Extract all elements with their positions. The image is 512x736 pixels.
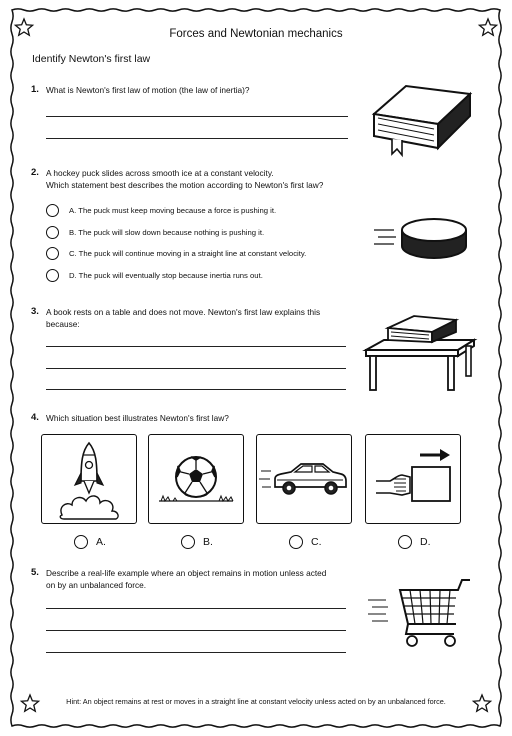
radio-button[interactable] bbox=[46, 247, 59, 260]
answer-line[interactable] bbox=[46, 652, 346, 653]
choice-option-b[interactable] bbox=[181, 535, 213, 549]
question-number: 1. bbox=[31, 84, 39, 95]
answer-line[interactable] bbox=[46, 346, 346, 347]
option-text: A. The puck must keep moving because a force is pushing it. bbox=[69, 205, 277, 215]
radio-button[interactable] bbox=[181, 535, 195, 549]
question-text: A hockey puck slides across smooth ice at a constant velocity. bbox=[46, 168, 274, 178]
question-number: 3. bbox=[31, 306, 39, 317]
radio-button[interactable] bbox=[74, 535, 88, 549]
choice-option-c[interactable] bbox=[289, 535, 322, 549]
choice-label: A. bbox=[96, 536, 106, 548]
question-number: 5. bbox=[31, 567, 39, 578]
radio-button[interactable] bbox=[46, 204, 59, 217]
question-number: 2. bbox=[31, 167, 39, 178]
choice-option-d[interactable] bbox=[398, 535, 431, 549]
question-text: Describe a real-life example where an object remains in motion unless acted bbox=[46, 568, 327, 578]
choice-card-a[interactable] bbox=[41, 434, 137, 524]
radio-button[interactable] bbox=[46, 269, 59, 282]
answer-line[interactable] bbox=[46, 630, 346, 631]
question-text: What is Newton's first law of motion (the law of inertia)? bbox=[46, 85, 250, 95]
choice-card-b[interactable] bbox=[148, 434, 244, 524]
option-c[interactable] bbox=[46, 245, 306, 261]
shopping-cart-icon bbox=[366, 576, 478, 650]
book-icon bbox=[366, 80, 478, 160]
soccer-ball-icon bbox=[149, 435, 243, 523]
question-text: Which situation best illustrates Newton's first law? bbox=[46, 413, 229, 423]
option-d[interactable] bbox=[46, 267, 263, 283]
question-text: because: bbox=[46, 319, 80, 329]
question-text: on by an unbalanced force. bbox=[46, 580, 147, 590]
choice-option-a[interactable] bbox=[74, 535, 106, 549]
option-text: D. The puck will eventually stop because inertia runs out. bbox=[69, 270, 263, 280]
option-text: B. The puck will slow down because nothing is pushing it. bbox=[69, 227, 265, 237]
book-on-table-icon bbox=[362, 310, 478, 394]
answer-line[interactable] bbox=[46, 116, 348, 117]
choice-card-d[interactable] bbox=[365, 434, 461, 524]
car-icon bbox=[257, 435, 351, 523]
answer-line[interactable] bbox=[46, 608, 346, 609]
choice-card-c[interactable] bbox=[256, 434, 352, 524]
question-text: A book rests on a table and does not move. Newton's first law explains this bbox=[46, 307, 321, 317]
rocket-icon bbox=[42, 435, 136, 523]
radio-button[interactable] bbox=[46, 226, 59, 239]
page-title: Forces and Newtonian mechanics bbox=[169, 28, 343, 40]
choice-label: C. bbox=[311, 536, 322, 548]
radio-button[interactable] bbox=[398, 535, 412, 549]
answer-line[interactable] bbox=[46, 138, 348, 139]
hockey-puck-icon bbox=[372, 212, 472, 262]
choice-label: B. bbox=[203, 536, 213, 548]
section-subtitle: Identify Newton's first law bbox=[32, 53, 151, 65]
option-text: C. The puck will continue moving in a straight line at constant velocity. bbox=[69, 248, 307, 258]
option-b[interactable] bbox=[46, 224, 264, 240]
radio-button[interactable] bbox=[289, 535, 303, 549]
hint-text: Hint: An object remains at rest or moves in a straight line at constant velocity unless acted on by an unbalanced force. bbox=[66, 697, 446, 706]
answer-line[interactable] bbox=[46, 389, 346, 390]
answer-line[interactable] bbox=[46, 368, 346, 369]
choice-label: D. bbox=[420, 536, 431, 548]
option-a[interactable] bbox=[46, 202, 276, 218]
question-text: Which statement best describes the motion according to Newton's first law? bbox=[46, 180, 324, 190]
question-number: 4. bbox=[31, 412, 39, 423]
hand-push-box-icon bbox=[366, 435, 460, 523]
